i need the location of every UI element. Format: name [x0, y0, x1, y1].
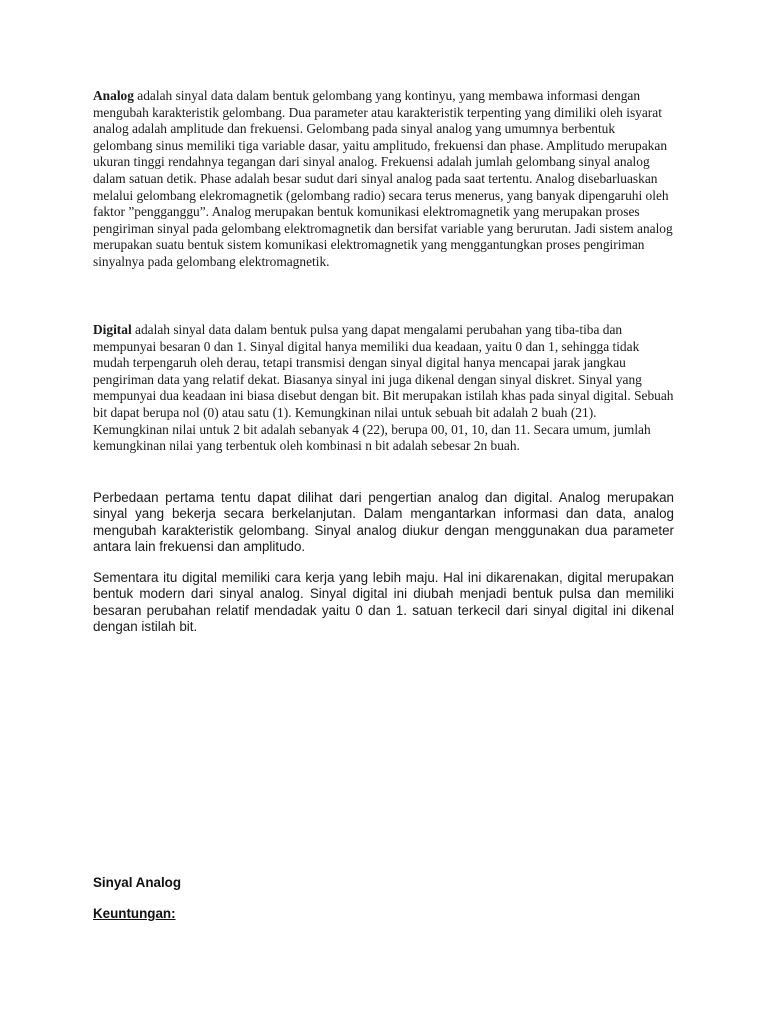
term-analog: Analog — [93, 88, 134, 103]
heading-keuntungan: Keuntungan: — [93, 906, 176, 921]
heading-sinyal-analog: Sinyal Analog — [93, 875, 182, 890]
paragraph-sementara: Sementara itu digital memiliki cara kerja yang lebih maju. Hal ini dikarenakan, digital merupakan bentuk modern dari sinyal analog. Sinyal digital ini diubah menjadi bentuk pulsa dan memiliki besaran perubahan relatif mendadak yaitu 0 dan 1. satuan terkecil dari sinyal digital ini dikenal dengan istilah bit. — [93, 570, 674, 634]
paragraph-analog-text: adalah sinyal data dalam bentuk gelombang yang kontinyu, yang membawa informasi dengan mengubah karakteristik gelombang. Dua parameter atau karakteristik terpenting yang dimiliki oleh isyarat analog adalah amplitude dan frekuensi. Gelombang pada sinyal analog yang umumnya berbentuk gelombang sinus memiliki tiga variable dasar, yaitu amplitudo, frekuensi dan phase. Amplitudo merupakan ukuran tinggi rendahnya tegangan dari sinyal analog. Frekuensi adalah jumlah gelombang sinyal analog dalam satuan detik. Phase adalah besar sudut dari sinyal analog pada saat tertentu. Analog disebarluaskan melalui gelombang elekromagnetik (gelombang radio) secara terus menerus, yang banyak dipengaruhi oleh faktor ”pengganggu”. Analog merupakan bentuk komunikasi elektromagnetik yang merupakan proses pengiriman sinyal pada gelombang elektromagnetik dan bersifat variable yang berurutan. Jadi sistem analog merupakan suatu bentuk sistem komunikasi elektromagnetik yang menggantungkan proses pengiriman sinyalnya pada gelombang elektromagnetik. — [93, 88, 673, 269]
paragraph-digital-text: adalah sinyal data dalam bentuk pulsa yang dapat mengalami perubahan yang tiba-tiba dan mempunyai besaran 0 dan 1. Sinyal digital hanya memiliki dua keadaan, yaitu 0 dan 1, sehingga tidak mudah terpengaruh oleh derau, tetapi transmisi dengan sinyal digital hanya mencapai jarak jangkau pengiriman data yang relatif dekat. Biasanya sinyal ini juga dikenal dengan sinyal diskret. Sinyal yang mempunyai dua keadaan ini biasa disebut dengan bit. Bit merupakan istilah khas pada sinyal digital. Sebuah bit dapat berupa nol (0) atau satu (1). Kemungkinan nilai untuk sebuah bit adalah 2 buah (21). Kemungkinan nilai untuk 2 bit adalah sebanyak 4 (22), berupa 00, 01, 10, dan 11. Secara umum, jumlah kemungkinan nilai yang terbentuk oleh kombinasi n bit adalah sebesar 2n buah. — [93, 322, 674, 454]
term-digital: Digital — [93, 322, 132, 337]
paragraph-digital — [93, 322, 674, 455]
paragraph-perbedaan: Perbedaan pertama tentu dapat dilihat dari pengertian analog dan digital. Analog merupakan sinyal yang bekerja secara berkelanjutan. Dalam mengantarkan informasi dan data, analog mengubah karakteristik gelombang. Sinyal analog diukur dengan menggunakan dua parameter antara lain frekuensi dan amplitudo. — [93, 490, 674, 554]
paragraph-analog — [93, 88, 674, 271]
